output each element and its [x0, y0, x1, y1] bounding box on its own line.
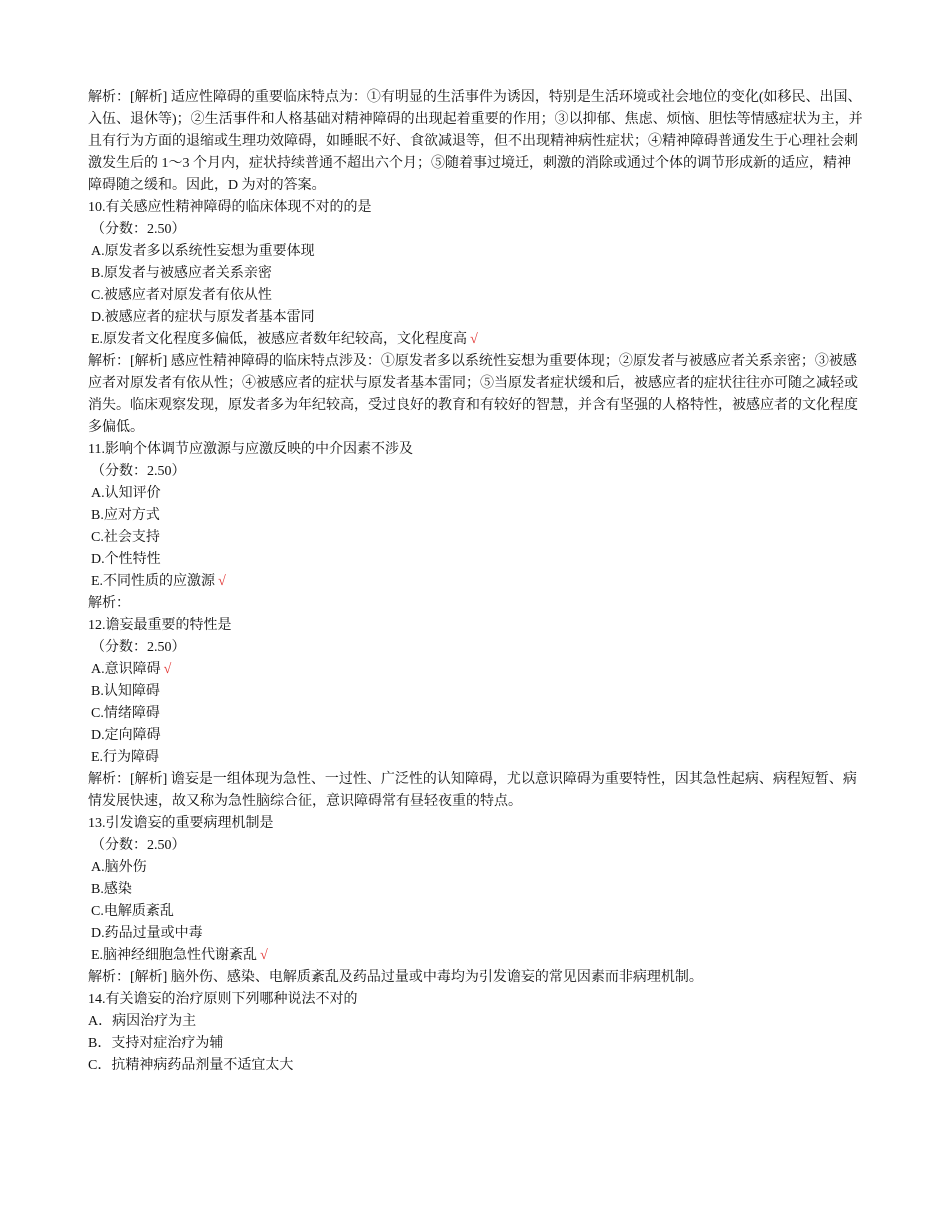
option-q13-a: A.脑外伤 [91, 860, 147, 875]
option-q14-b: B．支持对症治疗为辅 [88, 1036, 224, 1051]
option-q11-e-text: E.不同性质的应激源 [91, 574, 216, 589]
correct-check-mark: √ [470, 332, 478, 347]
option-q13-e [88, 945, 864, 967]
option-q13-c: C.电解质紊乱 [91, 904, 174, 919]
option-q10-e-text: E.原发者文化程度多偏低，被感应者数年纪较高，文化程度高 [91, 332, 468, 347]
option-q12-e: E.行为障碍 [91, 750, 160, 765]
option-q11-b: B.应对方式 [91, 508, 160, 523]
option-q10-b: B.原发者与被感应者关系亲密 [91, 266, 272, 281]
option-q13-d: D.药品过量或中毒 [91, 926, 203, 941]
correct-check-mark: √ [260, 948, 268, 963]
option-q14-c: C．抗精神病药品剂量不适宜太大 [88, 1058, 294, 1073]
option-q12-d: D.定向障碍 [91, 728, 161, 743]
analysis-q13: 解析：[解析] 脑外伤、感染、电解质紊乱及药品过量或中毒均为引发谵妄的常见因素而非病理机制。 [88, 970, 703, 985]
question-14: 14.有关谵妄的治疗原则下列哪种说法不对的 [88, 992, 358, 1007]
score-q12: （分数：2.50） [91, 640, 186, 655]
option-q12-c: C.情绪障碍 [91, 706, 160, 721]
analysis-q12: 解析：[解析] 谵妄是一组体现为急性、一过性、广泛性的认知障碍，尤以意识障碍为重要特性，因其急性起病、病程短暂、病情发展快速，故又称为急性脑综合征，意识障碍常有昼轻夜重的特点。 [88, 772, 857, 809]
analysis-q10: 解析：[解析] 感应性精神障碍的临床特点涉及：①原发者多以系统性妄想为重要体现；②原发者与被感应者关系亲密；③被感应者对原发者有依从性；④被感应者的症状与原发者基本雷同；⑤当原发者症状缓和后，被感应者的症状往往亦可随之减轻或消失。临床观察发现，原发者多为年纪较高，受过良好的教育和有较好的智慧，并含有坚强的人格特性，被感应者的文化程度多偏低。 [88, 354, 858, 435]
option-q11-e [88, 571, 864, 593]
analysis-q11: 解析： [88, 596, 130, 611]
correct-check-mark: √ [218, 574, 226, 589]
option-q11-c: C.社会支持 [91, 530, 160, 545]
option-q12-b: B.认知障碍 [91, 684, 160, 699]
score-q10: （分数：2.50） [91, 222, 186, 237]
option-q12-a [88, 659, 864, 681]
option-q12-a-text: A.意识障碍 [91, 662, 161, 677]
option-q13-e-text: E.脑神经细胞急性代谢紊乱 [91, 948, 258, 963]
option-q11-d: D.个性特性 [91, 552, 161, 567]
option-q14-a: A．病因治疗为主 [88, 1014, 197, 1029]
option-q11-a: A.认知评价 [91, 486, 161, 501]
option-q10-d: D.被感应者的症状与原发者基本雷同 [91, 310, 315, 325]
score-q11: （分数：2.50） [91, 464, 186, 479]
question-11: 11.影响个体调节应激源与应激反映的中介因素不涉及 [88, 442, 413, 457]
question-13: 13.引发谵妄的重要病理机制是 [88, 816, 274, 831]
question-12: 12.谵妄最重要的特性是 [88, 618, 232, 633]
option-q10-a: A.原发者多以系统性妄想为重要体现 [91, 244, 315, 259]
correct-check-mark: √ [163, 662, 172, 677]
question-10: 10.有关感应性精神障碍的临床体现不对的的是 [88, 200, 372, 215]
option-q10-c: C.被感应者对原发者有依从性 [91, 288, 272, 303]
option-q10-e [88, 329, 864, 351]
option-q13-b: B.感染 [91, 882, 132, 897]
score-q13: （分数：2.50） [91, 838, 186, 853]
analysis-q9: 解析：[解析] 适应性障碍的重要临床特点为：①有明显的生活事件为诱因，特别是生活环境或社会地位的变化(如移民、出国、入伍、退休等)；②生活事件和人格基础对精神障碍的出现起着重要的作用；③以抑郁、焦虑、烦恼、胆怯等情感症状为主，并且有行为方面的退缩或生理功效障碍，如睡眠不好、食欲减退等，但不出现精神病性症状；④精神障碍普通发生于心理社会刺激发生后的 1～3 个月内，症状持续普通不超出六个月；⑤随着事过境迁，刺激的消除或通过个体的调节形成新的适应，精神障碍随之缓和。因此，D 为对的答案。 [88, 90, 863, 193]
exam-document-page [88, 87, 864, 1077]
